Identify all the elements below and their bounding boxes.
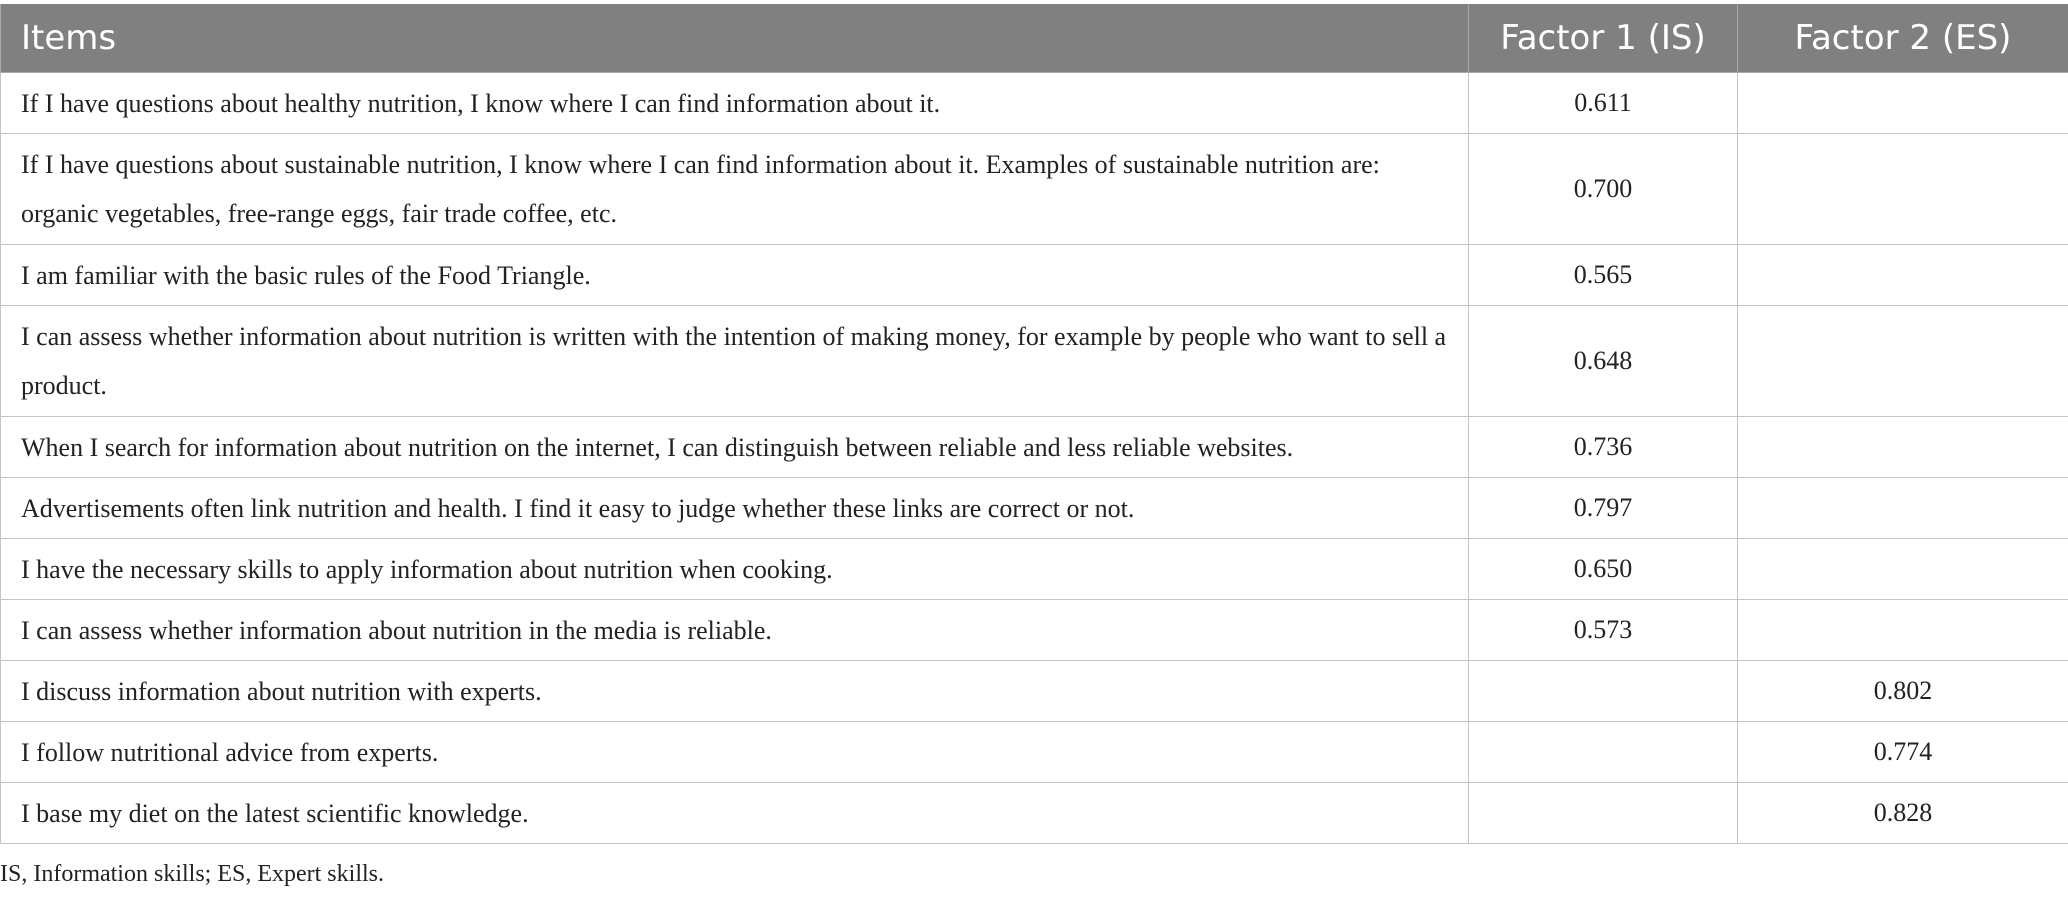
item-cell: I can assess whether information about nutrition in the media is reliable. [1, 600, 1469, 661]
table-header [1, 4, 2068, 73]
table-row [1, 600, 2068, 661]
table-row [1, 306, 2068, 417]
factor2-cell [1738, 539, 2068, 600]
item-cell: When I search for information about nutrition on the internet, I can distinguish between reliable and less reliable websites. [1, 417, 1469, 478]
table-row [1, 73, 2068, 134]
factor1-cell: 0.650 [1469, 539, 1738, 600]
item-cell: I am familiar with the basic rules of the Food Triangle. [1, 245, 1469, 306]
table-row [1, 783, 2068, 844]
factor2-cell [1738, 478, 2068, 539]
factor1-cell: 0.736 [1469, 417, 1738, 478]
factor2-cell [1738, 600, 2068, 661]
column-header-factor1: Factor 1 (IS) [1469, 4, 1738, 73]
factor2-cell: 0.828 [1738, 783, 2068, 844]
item-cell: I discuss information about nutrition with experts. [1, 661, 1469, 722]
item-cell: I follow nutritional advice from experts. [1, 722, 1469, 783]
factor1-cell: 0.648 [1469, 306, 1738, 417]
header-row [1, 4, 2068, 73]
factor1-cell [1469, 722, 1738, 783]
factor1-cell: 0.565 [1469, 245, 1738, 306]
item-cell: If I have questions about healthy nutrition, I know where I can find information about it. [1, 73, 1469, 134]
factor2-cell [1738, 306, 2068, 417]
table-row [1, 245, 2068, 306]
table-row [1, 661, 2068, 722]
table-row [1, 134, 2068, 245]
factor1-cell [1469, 661, 1738, 722]
table-footnote: IS, Information skills; ES, Expert skills. [0, 861, 384, 887]
factor2-cell [1738, 417, 2068, 478]
item-cell: I base my diet on the latest scientific knowledge. [1, 783, 1469, 844]
factor1-cell: 0.573 [1469, 600, 1738, 661]
item-cell: Advertisements often link nutrition and health. I find it easy to judge whether these links are correct or not. [1, 478, 1469, 539]
factor2-cell: 0.802 [1738, 661, 2068, 722]
item-cell: If I have questions about sustainable nutrition, I know where I can find information about it. Examples of sustainable nutrition are: organic vegetables, free-range eggs, fair trade coffee, etc. [1, 134, 1469, 245]
factor1-cell: 0.797 [1469, 478, 1738, 539]
factor1-cell [1469, 783, 1738, 844]
item-cell: I have the necessary skills to apply information about nutrition when cooking. [1, 539, 1469, 600]
table-row [1, 417, 2068, 478]
column-header-factor2: Factor 2 (ES) [1738, 4, 2068, 73]
table-row [1, 722, 2068, 783]
factor2-cell [1738, 134, 2068, 245]
item-cell: I can assess whether information about nutrition is written with the intention of making money, for example by people who want to sell a product. [1, 306, 1469, 417]
factor2-cell [1738, 245, 2068, 306]
table-row [1, 478, 2068, 539]
factor2-cell: 0.774 [1738, 722, 2068, 783]
factor2-cell [1738, 73, 2068, 134]
factor1-cell: 0.611 [1469, 73, 1738, 134]
table-row [1, 539, 2068, 600]
table-body [1, 73, 2068, 844]
factor1-cell: 0.700 [1469, 134, 1738, 245]
factor-loadings-table [0, 4, 2068, 844]
factor-loadings-table-container [0, 4, 2068, 844]
column-header-items: Items [1, 4, 1469, 73]
